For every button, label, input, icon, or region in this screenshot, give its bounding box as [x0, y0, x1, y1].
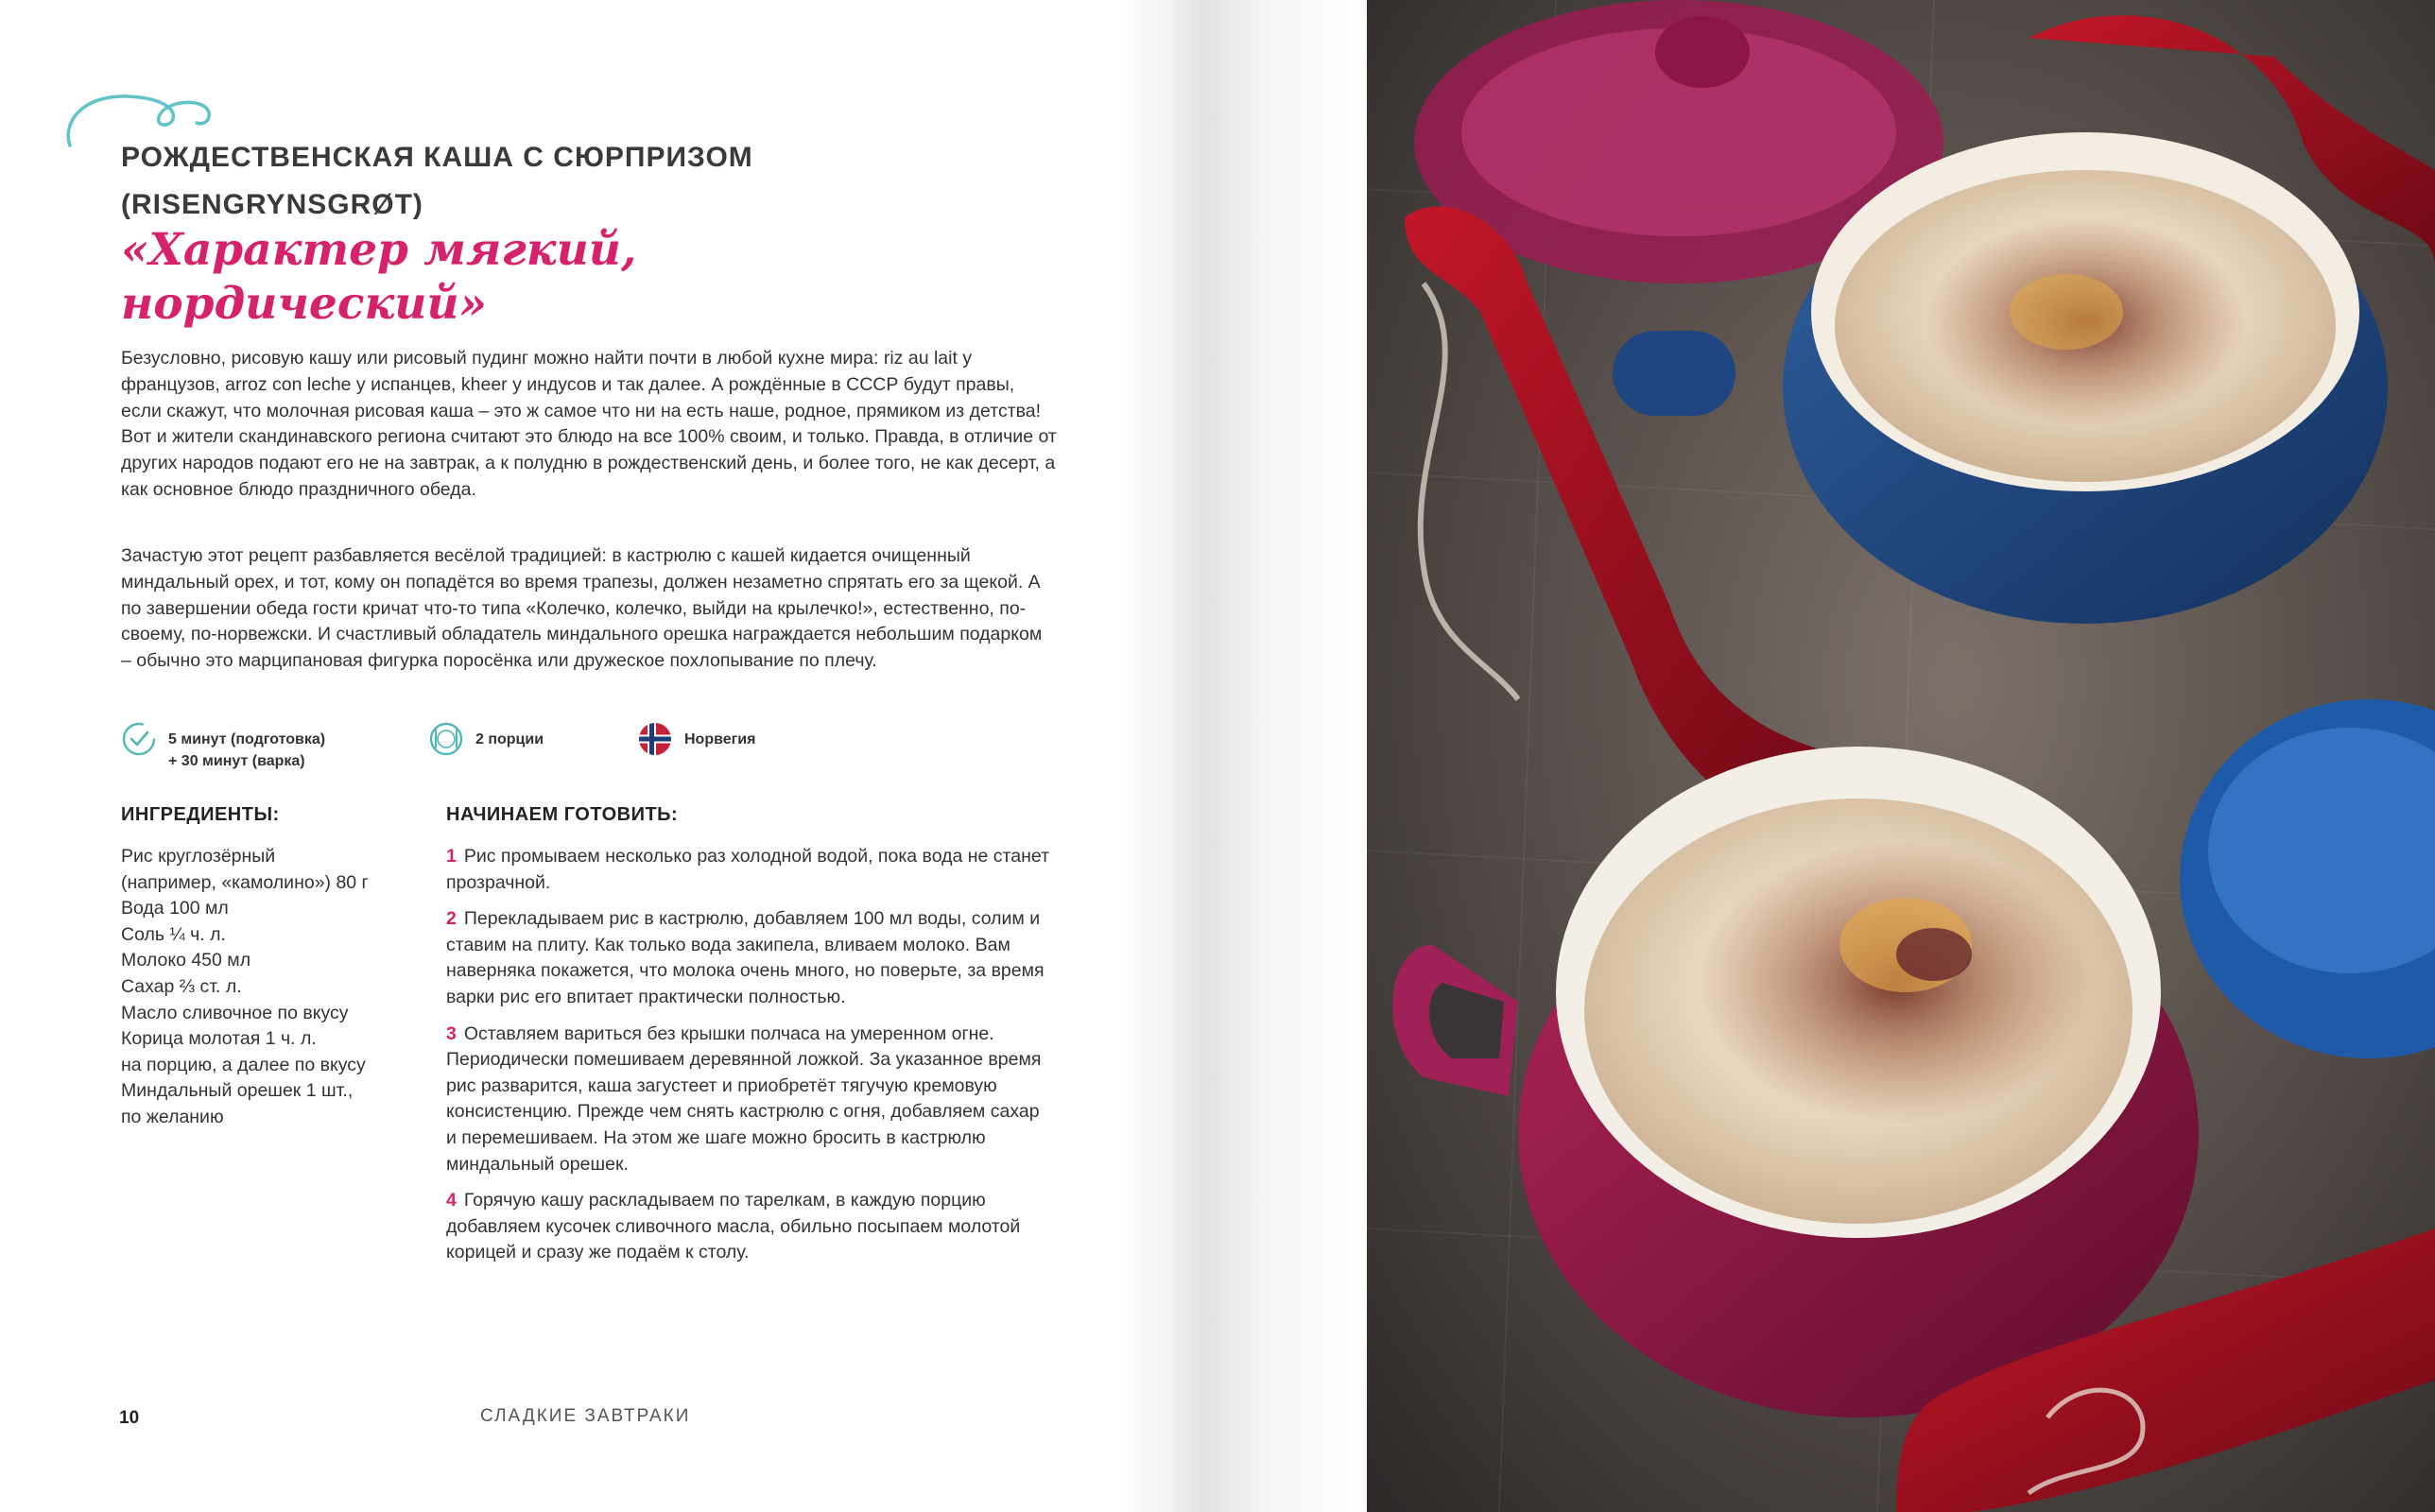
step-text: Рис промываем несколько раз холодной водой, пока вода не станет прозрачной.: [446, 846, 1049, 893]
recipe-title-line1: «Характер мягкий,: [121, 224, 637, 276]
ingredient-line: Молоко 450 мл: [121, 950, 251, 971]
food-photo: [1367, 0, 2435, 1512]
meta-portions-text: 2 порции: [475, 731, 544, 747]
step-text: Перекладываем рис в кастрюлю, добавляем 100 мл воды, солим и ставим на плиту. Как только вода закипела, вливаем молоко. Вам наверняка покажется, что молока очень много, но поверьте, за время варки рис его впитает практически полностью.: [446, 908, 1045, 1007]
meta-portions: [428, 721, 544, 757]
meta-time-line1: 5 минут (подготовка): [168, 731, 326, 747]
step-item: [446, 1188, 1051, 1266]
meta-time: [121, 721, 325, 772]
rice-pudding-photo-illustration: [1367, 0, 2435, 1512]
meta-country: [637, 721, 755, 757]
step-item: [446, 844, 1051, 896]
ingredient-line: на порцию, а далее по вкусу: [121, 1054, 366, 1075]
ingredients-heading: ИНГРЕДИЕНТЫ:: [121, 804, 280, 825]
steps-list: [446, 844, 1051, 1277]
steps-heading: НАЧИНАЕМ ГОТОВИТЬ:: [446, 804, 679, 825]
intro-paragraph: Безусловно, рисовую кашу или рисовый пудинг можно найти почти в любой кухне мира: riz au lait у французов, arroz con leche у испанцев, kheer у индусов и так далее. А рождённые в СССР будут правы, если скажут, что молочная рисовая каша – это ж самое что ни на есть наше, родное, прямиком из детства! Вот и жители скандинавского региона считают это блюдо на все 100% своим, и только. Правда, в отличие от других народов подают его не на завтрак, а к полудню в рождественский день, и более того, не как десерт, а как основное блюдо праздничного обеда.: [121, 348, 1057, 500]
page-number: 10: [119, 1408, 140, 1428]
recipe-kicker-line2: (RISENGRYNSGRØT): [121, 189, 423, 220]
ingredient-line: (например, «камолино») 80 г: [121, 871, 369, 893]
meta-time-line2: + 30 минут (варка): [168, 753, 305, 769]
ingredient-line: Соль ¼ ч. л.: [121, 923, 226, 945]
recipe-title: [121, 223, 783, 331]
recipe-title-line2: нордический»: [121, 278, 487, 330]
recipe-kicker-line1: РОЖДЕСТВЕНСКАЯ КАША С СЮРПРИЗОМ: [121, 142, 753, 173]
ingredient-line: Вода 100 мл: [121, 898, 229, 919]
ingredient-line: Масло сливочное по вкусу: [121, 1002, 349, 1023]
step-number: 2: [446, 908, 457, 930]
ingredient-line: Сахар ⅔ ст. л.: [121, 975, 242, 997]
meta-country-text: Норвегия: [684, 731, 756, 747]
ingredient-line: Рис круглозёрный: [121, 846, 276, 867]
page-gutter: [1208, 0, 1367, 1512]
meta-time-text: [168, 721, 325, 772]
intro-paragraph: Зачастую этот рецепт разбавляется весёлой традицией: в кастрюлю с кашей кидается очищенный миндальный орех, и тот, кому он попадётся во время трапезы, должен незаметно спрятать его за щекой. А по завершении обеда гости кричат что-то типа «Колечко, колечко, выйди на крылечко!», естественно, по-своему, по-норвежски. И счастливый обладатель миндального орешка награждается небольшим подарком – обычно это марципановая фигурка поросёнка или дружеское похлопывание по плечу.: [121, 545, 1043, 672]
step-number: 4: [446, 1190, 457, 1211]
step-item: [446, 906, 1051, 1010]
recipe-kicker: [121, 134, 934, 229]
ingredient-line: Корица молотая 1 ч. л.: [121, 1028, 317, 1050]
plate-cutlery-icon: [428, 721, 464, 757]
ingredient-line: Миндальный орешек 1 шт.,: [121, 1080, 354, 1102]
ingredients-list: [121, 844, 433, 1131]
clock-check-icon: [121, 721, 157, 757]
step-text: Горячую кашу раскладываем по тарелкам, в каждую порцию добавляем кусочек сливочного масла, обильно посыпаем молотой корицей и сразу же подаём к столу.: [446, 1190, 1021, 1263]
running-head: СЛАДКИЕ ЗАВТРАКИ: [480, 1406, 691, 1426]
step-text: Оставляем вариться без крышки полчаса на умеренном огне. Периодически помешиваем деревянной ложкой. За указанное время рис разварится, каша загустеет и приобретёт тягучую кремовую консистенцию. Прежде чем снять кастрюлю с огня, добавляем сахар и перемешиваем. На этом же шаге можно бросить в кастрюлю миндальный орешек.: [446, 1022, 1042, 1175]
norway-flag-icon: [637, 721, 673, 757]
step-number: 1: [446, 846, 457, 867]
step-item: [446, 1022, 1051, 1178]
ingredient-line: по желанию: [121, 1106, 224, 1127]
step-number: 3: [446, 1022, 457, 1044]
